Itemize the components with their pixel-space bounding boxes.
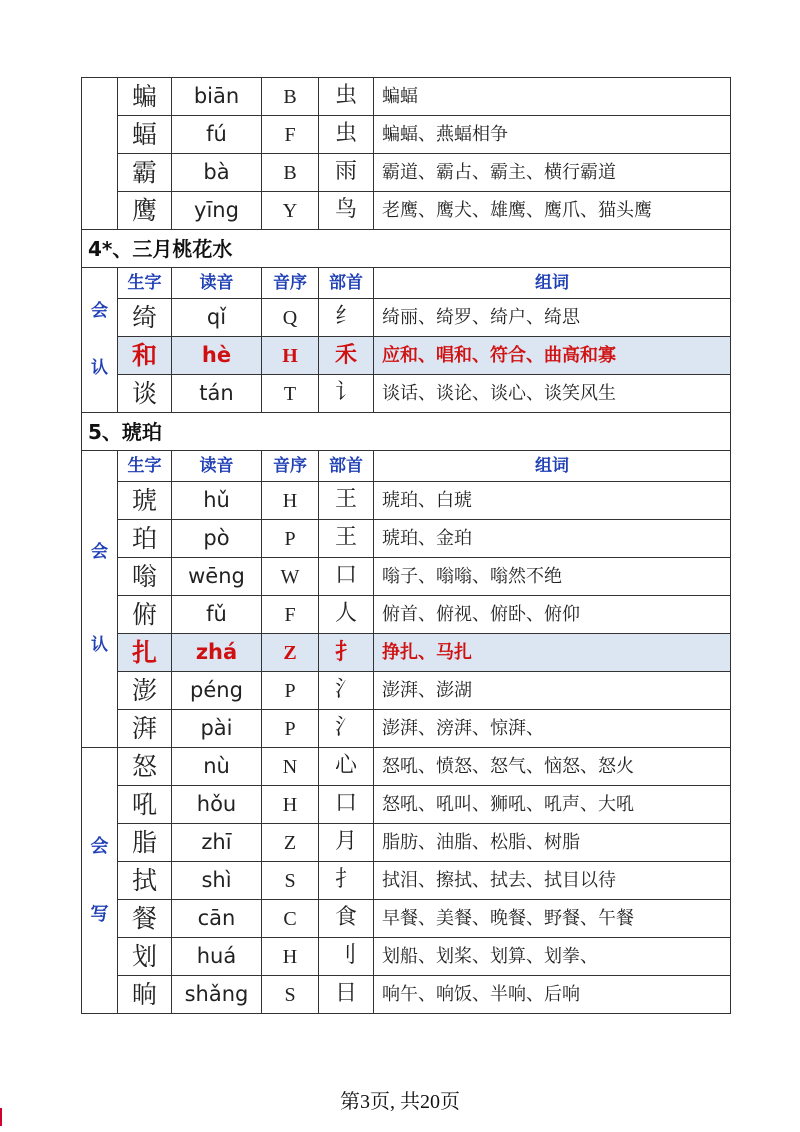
group-label: 会 写 <box>82 748 118 1014</box>
radical-cell: 讠 <box>319 375 374 413</box>
order-cell: Z <box>262 634 319 672</box>
table-row <box>82 299 731 337</box>
radical-cell: 月 <box>319 824 374 862</box>
pinyin-cell: tán <box>172 375 262 413</box>
section-title-row <box>82 413 731 451</box>
char-cell: 蝙 <box>118 78 172 116</box>
table-row <box>82 482 731 520</box>
words-cell: 早餐、美餐、晚餐、野餐、午餐 <box>374 900 731 938</box>
char-cell: 蝠 <box>118 116 172 154</box>
radical-cell: 氵 <box>319 672 374 710</box>
order-cell: B <box>262 154 319 192</box>
header-pinyin: 读音 <box>172 451 262 482</box>
pinyin-cell: huá <box>172 938 262 976</box>
char-cell: 脂 <box>118 824 172 862</box>
table-row <box>82 596 731 634</box>
order-cell: H <box>262 482 319 520</box>
radical-cell: 雨 <box>319 154 374 192</box>
words-cell: 谈话、谈论、谈心、谈笑风生 <box>374 375 731 413</box>
order-cell: F <box>262 596 319 634</box>
table-row <box>82 862 731 900</box>
section-title-row <box>82 230 731 268</box>
header-row <box>82 268 731 299</box>
order-cell: H <box>262 337 319 375</box>
pinyin-cell: bà <box>172 154 262 192</box>
pinyin-cell: hǒu <box>172 786 262 824</box>
order-cell: F <box>262 116 319 154</box>
pinyin-cell: zhī <box>172 824 262 862</box>
char-cell: 晌 <box>118 976 172 1014</box>
order-cell: P <box>262 710 319 748</box>
char-cell: 霸 <box>118 154 172 192</box>
group-label: 会 认 <box>82 451 118 748</box>
pinyin-cell: pò <box>172 520 262 558</box>
char-cell: 琥 <box>118 482 172 520</box>
char-cell: 谈 <box>118 375 172 413</box>
pinyin-cell: hè <box>172 337 262 375</box>
char-cell: 珀 <box>118 520 172 558</box>
words-cell: 嗡子、嗡嗡、嗡然不绝 <box>374 558 731 596</box>
order-cell: P <box>262 672 319 710</box>
words-cell: 响午、响饭、半响、后响 <box>374 976 731 1014</box>
words-cell: 老鹰、鹰犬、雄鹰、鹰爪、猫头鹰 <box>374 192 731 230</box>
pinyin-cell: zhá <box>172 634 262 672</box>
words-cell: 划船、划桨、划算、划拳、 <box>374 938 731 976</box>
words-cell: 脂肪、油脂、松脂、树脂 <box>374 824 731 862</box>
radical-cell: 纟 <box>319 299 374 337</box>
radical-cell: 心 <box>319 748 374 786</box>
order-cell: P <box>262 520 319 558</box>
table-row-highlighted <box>82 337 731 375</box>
words-cell: 拭泪、擦拭、拭去、拭目以待 <box>374 862 731 900</box>
table-row <box>82 192 731 230</box>
pinyin-cell: qǐ <box>172 299 262 337</box>
table-row <box>82 375 731 413</box>
table-row <box>82 976 731 1014</box>
header-radical: 部首 <box>319 268 374 299</box>
words-cell: 怒吼、吼叫、狮吼、吼声、大吼 <box>374 786 731 824</box>
order-cell: B <box>262 78 319 116</box>
order-cell: Z <box>262 824 319 862</box>
edge-marker <box>0 1108 2 1126</box>
char-cell: 拭 <box>118 862 172 900</box>
char-cell: 鹰 <box>118 192 172 230</box>
radical-cell: 氵 <box>319 710 374 748</box>
table-row-highlighted <box>82 634 731 672</box>
order-cell: N <box>262 748 319 786</box>
radical-cell: 王 <box>319 520 374 558</box>
radical-cell: 人 <box>319 596 374 634</box>
header-words: 组词 <box>374 268 731 299</box>
header-radical: 部首 <box>319 451 374 482</box>
words-cell: 澎湃、滂湃、惊湃、 <box>374 710 731 748</box>
table-row <box>82 520 731 558</box>
lesson-title: 5、琥珀 <box>82 413 731 451</box>
order-cell: S <box>262 862 319 900</box>
words-cell: 俯首、俯视、俯卧、俯仰 <box>374 596 731 634</box>
table-row <box>82 710 731 748</box>
pinyin-cell: péng <box>172 672 262 710</box>
char-cell: 俯 <box>118 596 172 634</box>
order-cell: H <box>262 938 319 976</box>
radical-cell: 扌 <box>319 862 374 900</box>
radical-cell: 口 <box>319 786 374 824</box>
radical-cell: 鸟 <box>319 192 374 230</box>
order-cell: S <box>262 976 319 1014</box>
char-cell: 扎 <box>118 634 172 672</box>
group-cell <box>82 78 118 230</box>
radical-cell: 王 <box>319 482 374 520</box>
words-cell: 霸道、霸占、霸主、横行霸道 <box>374 154 731 192</box>
table-row <box>82 116 731 154</box>
pinyin-cell: hǔ <box>172 482 262 520</box>
order-cell: C <box>262 900 319 938</box>
char-cell: 餐 <box>118 900 172 938</box>
pinyin-cell: wēng <box>172 558 262 596</box>
radical-cell: 食 <box>319 900 374 938</box>
pinyin-cell: yīng <box>172 192 262 230</box>
order-cell: H <box>262 786 319 824</box>
header-pinyin: 读音 <box>172 268 262 299</box>
table-row <box>82 824 731 862</box>
table-row <box>82 786 731 824</box>
words-cell: 怒吼、愤怒、怒气、恼怒、怒火 <box>374 748 731 786</box>
char-cell: 吼 <box>118 786 172 824</box>
radical-cell: 虫 <box>319 78 374 116</box>
radical-cell: 扌 <box>319 634 374 672</box>
group-label: 会 认 <box>82 268 118 413</box>
table-row <box>82 938 731 976</box>
header-char: 生字 <box>118 268 172 299</box>
table-row <box>82 748 731 786</box>
char-cell: 怒 <box>118 748 172 786</box>
header-char: 生字 <box>118 451 172 482</box>
table-row <box>82 154 731 192</box>
header-words: 组词 <box>374 451 731 482</box>
header-order: 音序 <box>262 451 319 482</box>
words-cell: 蝙蝠 <box>374 78 731 116</box>
pinyin-cell: biān <box>172 78 262 116</box>
pinyin-cell: shǎng <box>172 976 262 1014</box>
pinyin-cell: shì <box>172 862 262 900</box>
char-cell: 绮 <box>118 299 172 337</box>
pinyin-cell: pài <box>172 710 262 748</box>
words-cell: 澎湃、澎湖 <box>374 672 731 710</box>
words-cell: 琥珀、金珀 <box>374 520 731 558</box>
words-cell: 绮丽、绮罗、绮户、绮思 <box>374 299 731 337</box>
table-row <box>82 558 731 596</box>
table-row <box>82 900 731 938</box>
char-cell: 嗡 <box>118 558 172 596</box>
radical-cell: 日 <box>319 976 374 1014</box>
table-row <box>82 78 731 116</box>
char-cell: 湃 <box>118 710 172 748</box>
vocab-table <box>81 77 731 1014</box>
words-cell: 挣扎、马扎 <box>374 634 731 672</box>
char-cell: 澎 <box>118 672 172 710</box>
radical-cell: 禾 <box>319 337 374 375</box>
radical-cell: 口 <box>319 558 374 596</box>
order-cell: Y <box>262 192 319 230</box>
order-cell: W <box>262 558 319 596</box>
words-cell: 应和、唱和、符合、曲高和寡 <box>374 337 731 375</box>
order-cell: Q <box>262 299 319 337</box>
radical-cell: 虫 <box>319 116 374 154</box>
pinyin-cell: fú <box>172 116 262 154</box>
lesson-title: 4*、三月桃花水 <box>82 230 731 268</box>
pinyin-cell: nù <box>172 748 262 786</box>
char-cell: 划 <box>118 938 172 976</box>
page-number: 第3页, 共20页 <box>340 1091 460 1113</box>
words-cell: 琥珀、白琥 <box>374 482 731 520</box>
order-cell: T <box>262 375 319 413</box>
table-row <box>82 672 731 710</box>
radical-cell: 刂 <box>319 938 374 976</box>
pinyin-cell: fǔ <box>172 596 262 634</box>
header-order: 音序 <box>262 268 319 299</box>
char-cell: 和 <box>118 337 172 375</box>
words-cell: 蝙蝠、燕蝠相争 <box>374 116 731 154</box>
header-row <box>82 451 731 482</box>
pinyin-cell: cān <box>172 900 262 938</box>
